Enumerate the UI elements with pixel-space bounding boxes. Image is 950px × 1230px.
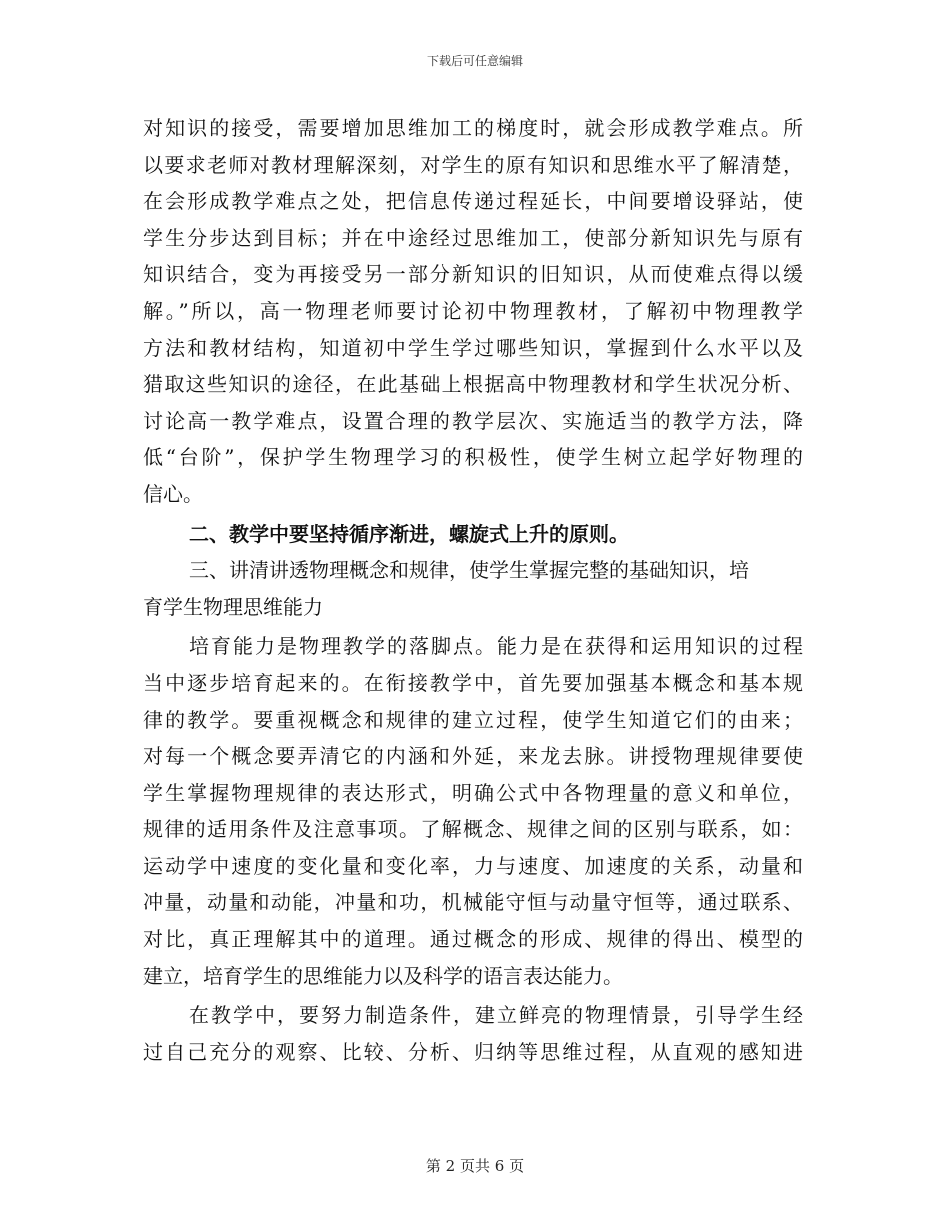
section-heading: 二、教学中要坚持循序渐进，螺旋式上升的原则。 [189, 521, 629, 546]
section-heading: 三、讲清讲透物理概念和规律，使学生掌握完整的基础知识，培 [189, 558, 749, 583]
text-line: 运动学中速度的变化量和变化率，力与速度、加速度的关系，动量和 [143, 853, 803, 878]
text-line: 对每一个概念要弄清它的内涵和外延，来龙去脉。讲授物理规律要使 [143, 744, 803, 769]
text-line: 学生分步达到目标；并在中途经过思维加工，使部分新知识先与原有 [143, 225, 803, 250]
page-number: 第 2 页共 6 页 [425, 1157, 525, 1175]
text-line: 知识结合，变为再接受另一部分新知识的旧知识，从而使难点得以缓 [143, 262, 803, 287]
text-line: 规律的适用条件及注意事项。了解概念、规律之间的区别与联系，如： [143, 817, 803, 842]
text-line: 方法和教材结构，知道初中学生学过哪些知识，掌握到什么水平以及 [143, 335, 803, 360]
text-line: 信心。 [143, 481, 203, 506]
text-line: 对知识的接受，需要增加思维加工的梯度时，就会形成教学难点。所 [143, 116, 803, 140]
text-line: 律的教学。要重视概念和规律的建立过程，使学生知道它们的由来； [143, 707, 803, 732]
document-body [143, 110, 803, 1070]
header-note: 下载后可任意编辑 [426, 54, 523, 68]
text-line: 过自己充分的观察、比较、分析、归纳等思维过程，从直观的感知进 [143, 1039, 803, 1064]
text-line: 讨论高一教学难点，设置合理的教学层次、实施适当的教学方法，降 [143, 408, 803, 433]
text-line: 育学生物理思维能力 [143, 594, 323, 619]
page-footer [0, 1156, 950, 1176]
text-line: 学生掌握物理规律的表达形式，明确公式中各物理量的意义和单位， [143, 780, 803, 805]
text-line: 冲量，动量和动能，冲量和功，机械能守恒与动量守恒等，通过联系、 [143, 890, 803, 915]
text-line: 低“台阶”，保护学生物理学习的积极性，使学生树立起学好物理的 [143, 445, 803, 470]
text-line: 培育能力是物理教学的落脚点。能力是在获得和运用知识的过程 [189, 634, 803, 659]
text-line: 当中逐步培育起来的。在衔接教学中，首先要加强基本概念和基本规 [143, 670, 803, 695]
text-line: 以要求老师对教材理解深刻，对学生的原有知识和思维水平了解清楚， [143, 152, 803, 177]
page-header [0, 53, 950, 69]
text-line: 解。”所以，高一物理老师要讨论初中物理教材，了解初中物理教学 [143, 298, 803, 323]
text-line: 对比，真正理解其中的道理。通过概念的形成、规律的得出、模型的 [143, 927, 803, 952]
text-line: 建立，培育学生的思维能力以及科学的语言表达能力。 [143, 963, 623, 988]
text-line: 在教学中，要努力制造条件，建立鲜亮的物理情景，引导学生经 [189, 1003, 803, 1028]
text-line: 在会形成教学难点之处，把信息传递过程延长，中间要增设驿站，使 [143, 189, 803, 214]
text-line: 猎取这些知识的途径，在此基础上根据高中物理教材和学生状况分析、 [143, 372, 803, 397]
